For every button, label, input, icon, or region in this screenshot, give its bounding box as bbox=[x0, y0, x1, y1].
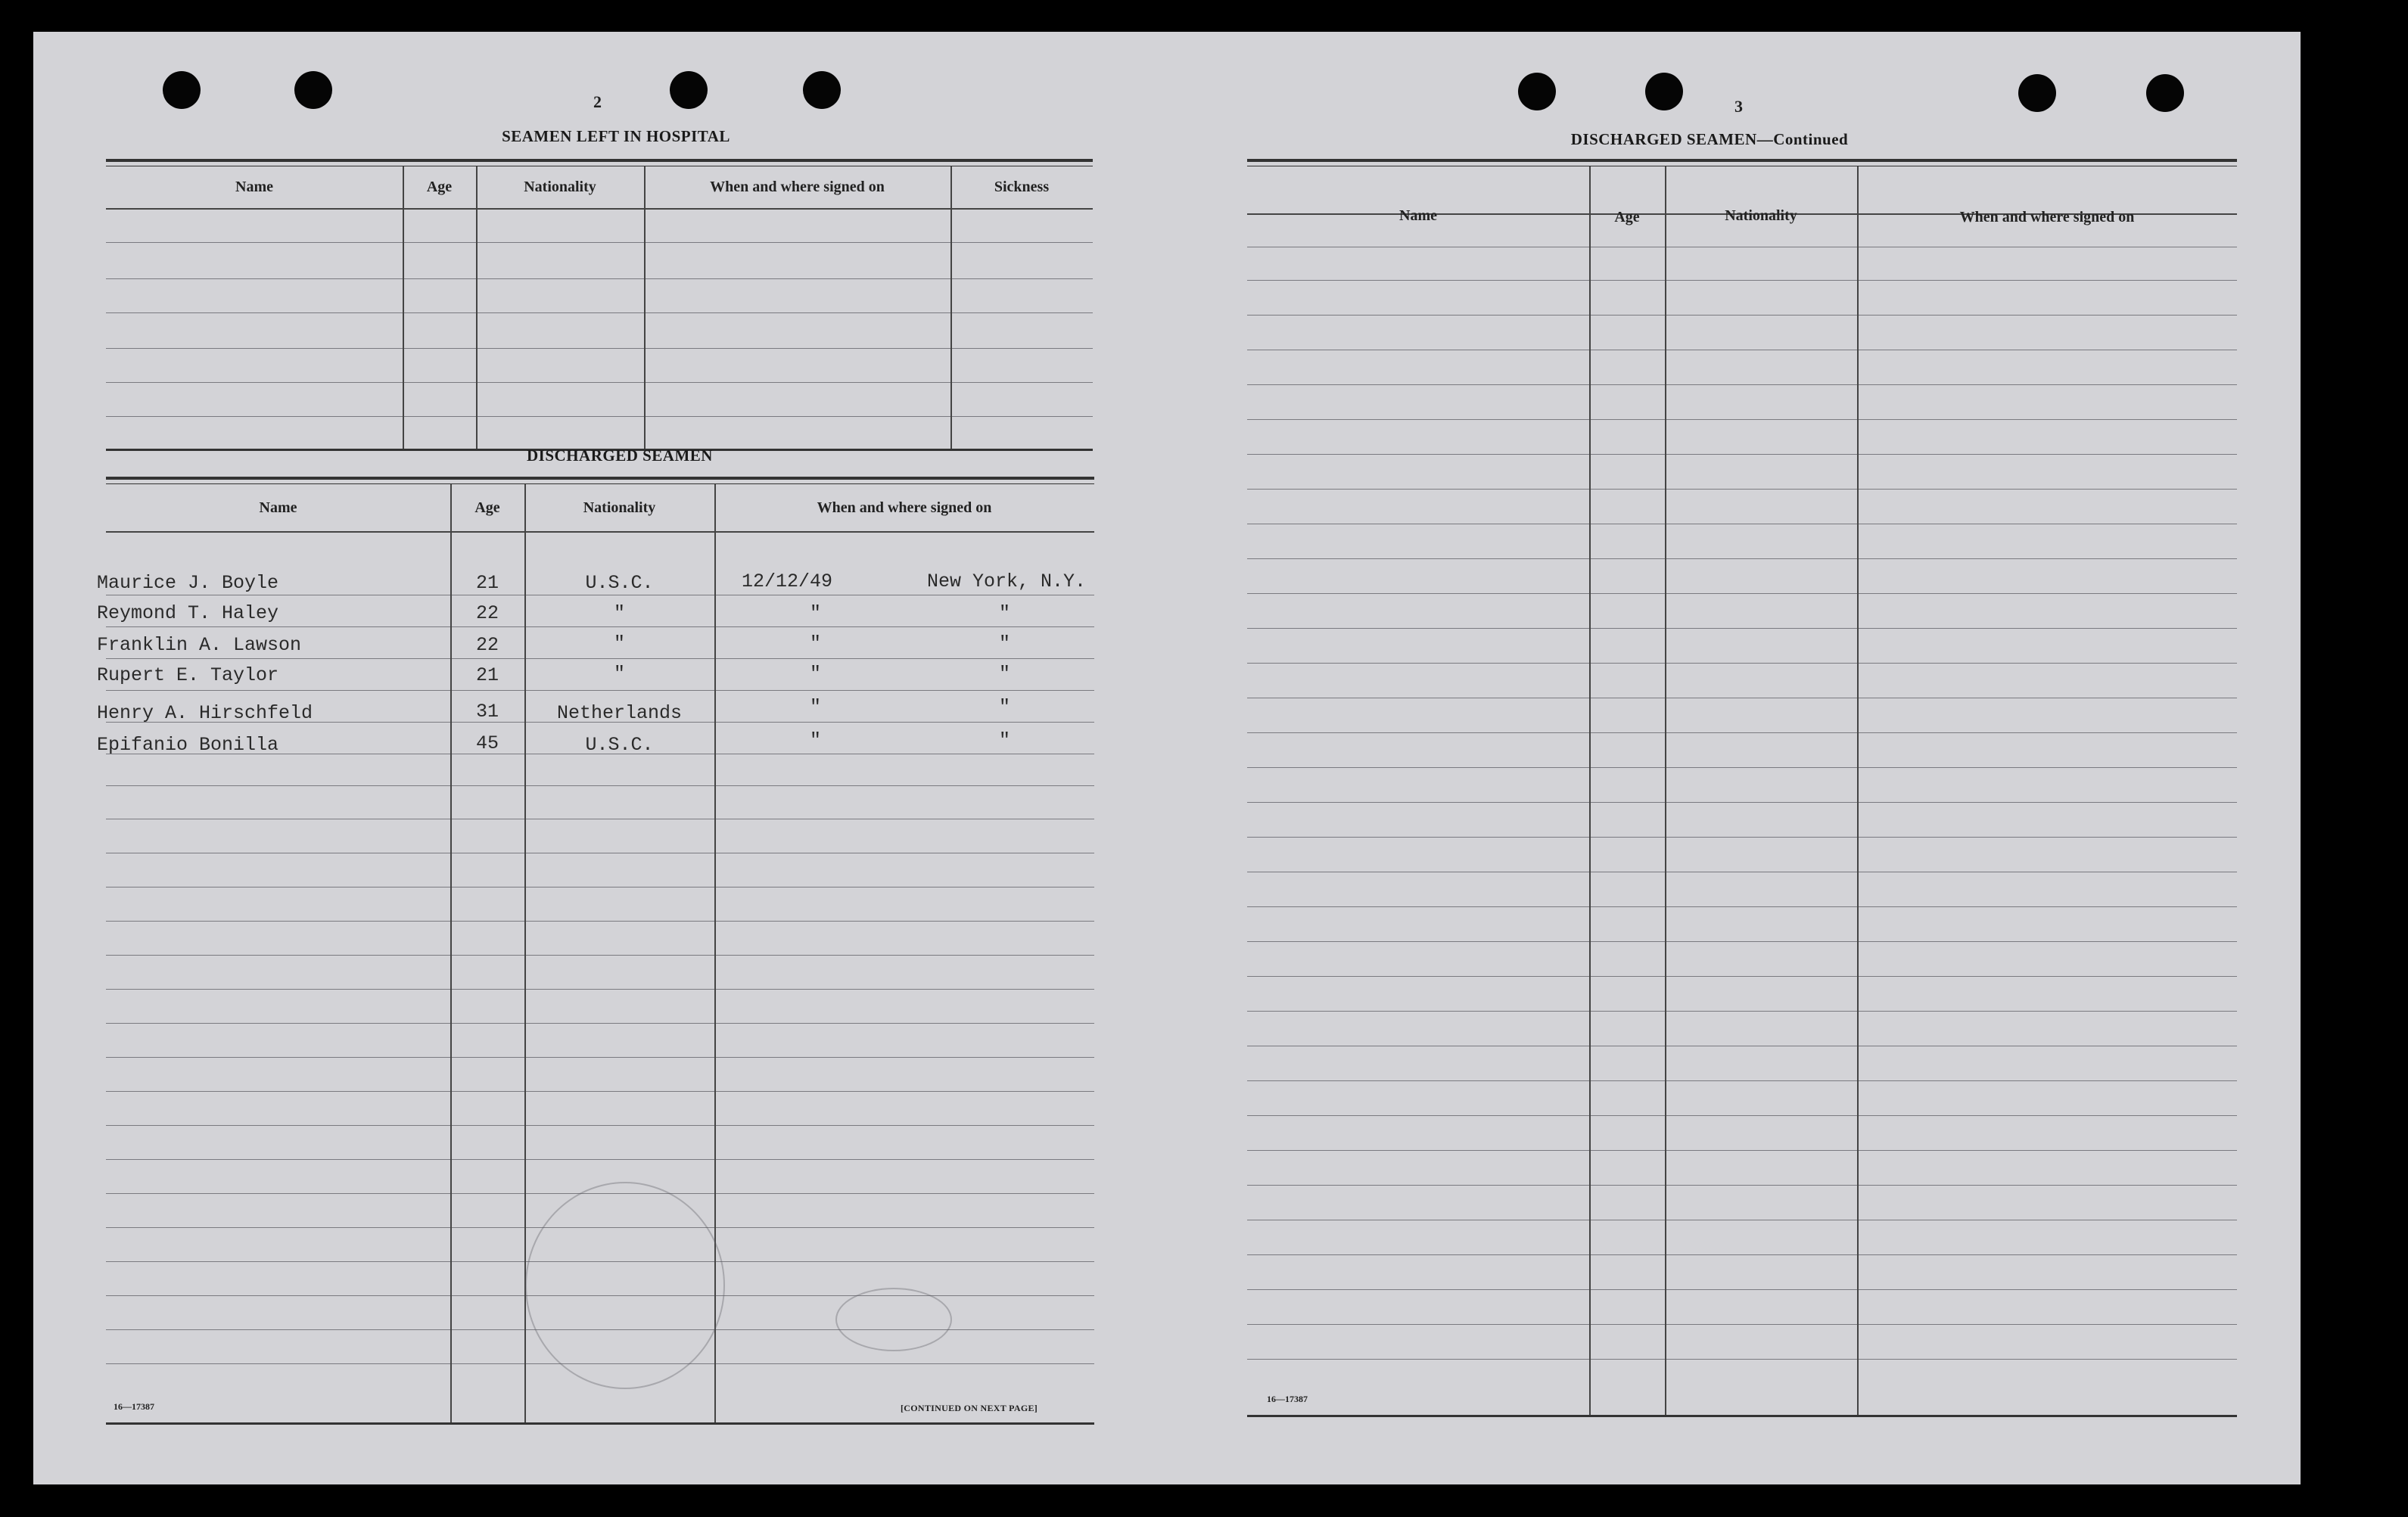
punch-hole bbox=[2146, 74, 2184, 112]
document-sheet bbox=[33, 32, 2301, 1484]
seaman-name: Reymond T. Haley bbox=[97, 602, 279, 624]
right-page-number: 3 bbox=[1734, 97, 1743, 116]
seaman-name: Rupert E. Taylor bbox=[97, 664, 279, 686]
signed-on-place: New York, N.Y. bbox=[927, 570, 1087, 592]
signed-on-place: " bbox=[999, 602, 1011, 624]
seaman-nationality: Netherlands bbox=[556, 702, 683, 724]
seaman-age: 21 bbox=[475, 664, 499, 686]
punch-hole bbox=[163, 71, 201, 109]
seaman-nationality: U.S.C. bbox=[585, 734, 654, 756]
signed-on-date: 12/12/49 bbox=[742, 570, 833, 592]
signed-on-date: " bbox=[810, 729, 822, 751]
hospital-col-name: Name bbox=[235, 179, 273, 195]
hospital-col-age: Age bbox=[426, 179, 453, 195]
seaman-name: Epifanio Bonilla bbox=[97, 734, 279, 756]
seaman-nationality: " bbox=[613, 602, 625, 624]
seaman-age: 31 bbox=[475, 701, 499, 723]
punch-hole bbox=[2018, 74, 2056, 112]
faint-stamp bbox=[525, 1182, 725, 1389]
right-discharged-title bbox=[1539, 130, 1880, 149]
right-title-cont: —Continued bbox=[1756, 130, 1849, 148]
right-title-main: DISCHARGED SEAMEN bbox=[1570, 130, 1757, 148]
hospital-col-sickness: Sickness bbox=[994, 179, 1050, 195]
right-col-when-where: When and where signed on bbox=[1959, 209, 2135, 225]
hospital-col-nationality: Nationality bbox=[524, 179, 596, 195]
seaman-nationality: " bbox=[613, 663, 625, 685]
signed-on-place: " bbox=[999, 663, 1011, 685]
signed-on-place: " bbox=[999, 633, 1011, 654]
right-form-number: 16—17387 bbox=[1267, 1394, 1308, 1404]
seaman-name: Henry A. Hirschfeld bbox=[97, 702, 313, 724]
right-discharged-table bbox=[1247, 159, 2237, 1415]
seaman-age: 21 bbox=[475, 572, 499, 594]
left-page-number: 2 bbox=[593, 92, 602, 111]
discharged-col-when-where: When and where signed on bbox=[817, 499, 992, 516]
discharged-col-nationality: Nationality bbox=[583, 499, 656, 516]
signed-on-date: " bbox=[810, 633, 822, 654]
hospital-table bbox=[106, 159, 1093, 457]
signed-on-date: " bbox=[810, 663, 822, 685]
signed-on-date: " bbox=[810, 696, 822, 718]
faint-stamp bbox=[835, 1288, 952, 1351]
punch-hole bbox=[803, 71, 841, 109]
seaman-nationality: U.S.C. bbox=[585, 572, 654, 594]
discharged-col-age: Age bbox=[474, 499, 500, 516]
signed-on-place: " bbox=[999, 729, 1011, 751]
discharged-col-name: Name bbox=[259, 499, 297, 516]
seaman-age: 45 bbox=[475, 732, 499, 754]
continued-note: [CONTINUED ON NEXT PAGE] bbox=[901, 1403, 1038, 1413]
signed-on-date: " bbox=[810, 602, 822, 624]
punch-hole bbox=[294, 71, 332, 109]
right-col-age: Age bbox=[1614, 209, 1640, 225]
seaman-name: Franklin A. Lawson bbox=[97, 634, 302, 656]
punch-hole bbox=[670, 71, 708, 109]
punch-hole bbox=[1518, 73, 1556, 110]
hospital-title: SEAMEN LEFT IN HOSPITAL bbox=[502, 127, 730, 145]
right-col-nationality: Nationality bbox=[1725, 207, 1797, 224]
seaman-age: 22 bbox=[475, 634, 499, 656]
signed-on-place: " bbox=[999, 696, 1011, 718]
seaman-age: 22 bbox=[475, 602, 499, 624]
seaman-name: Maurice J. Boyle bbox=[97, 572, 279, 594]
left-form-number: 16—17387 bbox=[114, 1401, 154, 1412]
seaman-nationality: " bbox=[613, 633, 625, 654]
punch-hole bbox=[1645, 73, 1683, 110]
right-col-name: Name bbox=[1399, 207, 1437, 224]
discharged-title: DISCHARGED SEAMEN bbox=[527, 446, 713, 465]
hospital-col-when-where: When and where signed on bbox=[710, 179, 885, 195]
